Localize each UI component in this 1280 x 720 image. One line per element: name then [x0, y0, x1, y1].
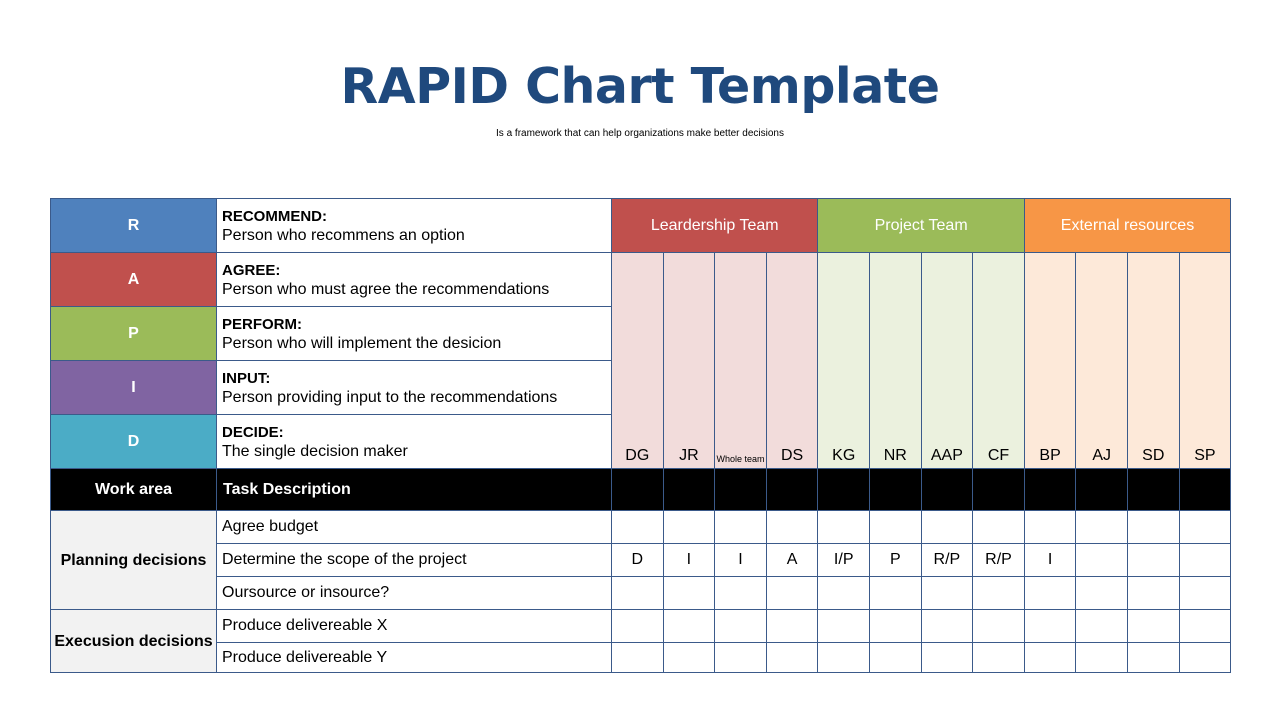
team-header-external: External resources — [1024, 199, 1230, 253]
assignment-cell — [818, 610, 870, 643]
task-label: Oursource or insource? — [217, 577, 612, 610]
assignment-cell — [973, 610, 1025, 643]
task-row — [51, 643, 1231, 673]
role-name: INPUT: — [222, 369, 271, 387]
role-letter-r: R — [51, 199, 217, 253]
assignment-cell — [870, 643, 922, 673]
assignment-cell — [1024, 511, 1076, 544]
role-row-recommend — [51, 199, 1231, 253]
assignment-cell — [715, 610, 767, 643]
assignment-cell: P — [870, 544, 922, 577]
assignment-cell — [1127, 544, 1179, 577]
assignment-cell — [1076, 610, 1128, 643]
task-row — [51, 577, 1231, 610]
task-header-row — [51, 469, 1231, 511]
member-header: AAP — [921, 253, 973, 469]
assignment-cell — [1179, 544, 1231, 577]
member-header: AJ — [1076, 253, 1128, 469]
role-description-recommend — [217, 199, 612, 253]
assignment-cell: D — [612, 544, 664, 577]
assignment-cell: I/P — [818, 544, 870, 577]
assignment-cell — [1179, 643, 1231, 673]
assignment-cell: I — [663, 544, 715, 577]
member-header: JR — [663, 253, 715, 469]
role-desc: Person who will implement the desicion — [222, 334, 502, 352]
assignment-cell — [1076, 577, 1128, 610]
assignment-cell — [663, 610, 715, 643]
member-header: SP — [1179, 253, 1231, 469]
role-description-agree — [217, 253, 612, 307]
role-description-perform — [217, 307, 612, 361]
assignment-cell — [921, 643, 973, 673]
role-description-input — [217, 361, 612, 415]
assignment-cell: R/P — [973, 544, 1025, 577]
assignment-cell — [612, 511, 664, 544]
assignment-cell — [663, 577, 715, 610]
assignment-cell — [1024, 643, 1076, 673]
task-label: Agree budget — [217, 511, 612, 544]
team-header-project: Project Team — [818, 199, 1024, 253]
assignment-cell — [973, 643, 1025, 673]
member-header: CF — [973, 253, 1025, 469]
assignment-cell — [1179, 610, 1231, 643]
assignment-cell — [715, 643, 767, 673]
assignment-cell — [1179, 511, 1231, 544]
assignment-cell — [921, 577, 973, 610]
assignment-cell — [1127, 610, 1179, 643]
assignment-cell — [766, 511, 818, 544]
assignment-cell — [663, 511, 715, 544]
assignment-cell — [1127, 577, 1179, 610]
assignment-cell — [1127, 511, 1179, 544]
task-row — [51, 544, 1231, 577]
role-desc: Person who must agree the recommendations — [222, 280, 550, 298]
task-description-header: Task Description — [217, 469, 612, 511]
task-label: Produce delivereable Y — [217, 643, 612, 673]
page-title: RAPID Chart Template — [340, 58, 940, 115]
assignment-cell — [1024, 610, 1076, 643]
assignment-cell — [715, 511, 767, 544]
assignment-cell — [818, 643, 870, 673]
assignment-cell — [663, 643, 715, 673]
assignment-cell — [1024, 577, 1076, 610]
assignment-cell — [612, 577, 664, 610]
role-letter-a: A — [51, 253, 217, 307]
assignment-cell — [818, 511, 870, 544]
role-letter-d: D — [51, 415, 217, 469]
member-header: KG — [818, 253, 870, 469]
role-desc: Person who recommens an option — [222, 226, 465, 244]
role-letter-i: I — [51, 361, 217, 415]
assignment-cell: R/P — [921, 544, 973, 577]
role-name: RECOMMEND: — [222, 207, 327, 225]
rapid-table — [50, 198, 1231, 673]
task-label: Determine the scope of the project — [217, 544, 612, 577]
task-label: Produce delivereable X — [217, 610, 612, 643]
assignment-cell — [870, 511, 922, 544]
role-desc: Person providing input to the recommendations — [222, 388, 558, 406]
assignment-cell — [973, 511, 1025, 544]
member-header: DG — [612, 253, 664, 469]
assignment-cell: I — [1024, 544, 1076, 577]
role-description-decide — [217, 415, 612, 469]
task-row — [51, 610, 1231, 643]
assignment-cell — [715, 577, 767, 610]
assignment-cell — [1076, 511, 1128, 544]
role-row-agree — [51, 253, 1231, 307]
member-header: Whole team — [715, 253, 767, 469]
assignment-cell — [766, 577, 818, 610]
assignment-cell: I — [715, 544, 767, 577]
role-letter-p: P — [51, 307, 217, 361]
assignment-cell — [1127, 643, 1179, 673]
assignment-cell — [1076, 544, 1128, 577]
assignment-cell — [612, 610, 664, 643]
assignment-cell — [870, 610, 922, 643]
member-header: NR — [870, 253, 922, 469]
assignment-cell — [921, 610, 973, 643]
assignment-cell — [1179, 577, 1231, 610]
work-area-planning: Planning decisions — [51, 511, 217, 610]
assignment-cell: A — [766, 544, 818, 577]
assignment-cell — [870, 577, 922, 610]
role-name: PERFORM: — [222, 315, 302, 333]
role-name: AGREE: — [222, 261, 281, 279]
member-header: BP — [1024, 253, 1076, 469]
assignment-cell — [766, 643, 818, 673]
role-desc: The single decision maker — [222, 442, 408, 460]
team-header-leadership: Leardership Team — [612, 199, 818, 253]
work-area-header: Work area — [51, 469, 217, 511]
work-area-execusion: Execusion decisions — [51, 610, 217, 673]
page-subtitle: Is a framework that can help organizations make better decisions — [496, 128, 784, 139]
member-header: SD — [1127, 253, 1179, 469]
assignment-cell — [766, 610, 818, 643]
assignment-cell — [1076, 643, 1128, 673]
role-name: DECIDE: — [222, 423, 284, 441]
assignment-cell — [921, 511, 973, 544]
assignment-cell — [612, 643, 664, 673]
member-header: DS — [766, 253, 818, 469]
task-row — [51, 511, 1231, 544]
assignment-cell — [973, 577, 1025, 610]
assignment-cell — [818, 577, 870, 610]
